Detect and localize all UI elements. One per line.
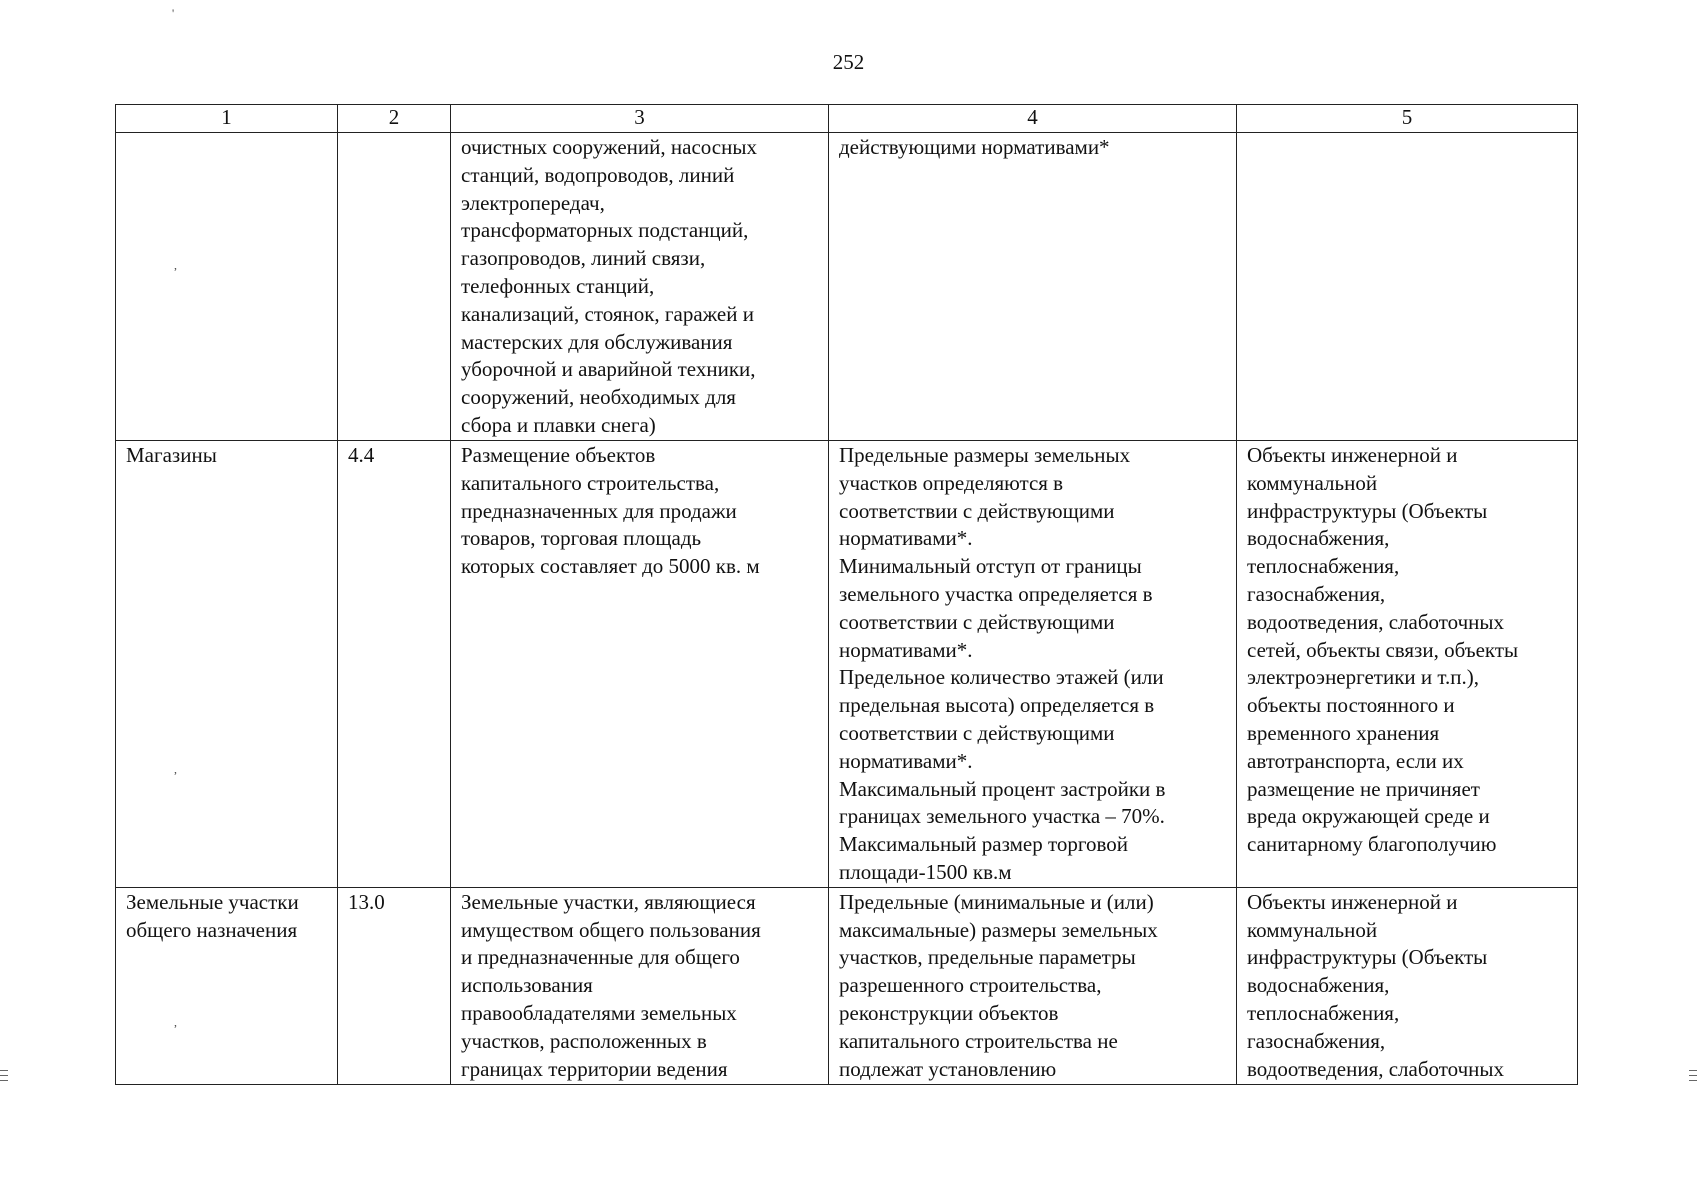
use-code-cell: 13.0 xyxy=(338,887,451,1084)
use-name-cell xyxy=(116,133,338,441)
scan-speck: , xyxy=(174,1015,177,1029)
auxiliary-uses-cell: Объекты инженерной и коммунальной инфраструктуры (Объекты водоснабжения, теплоснабжения, газоснабжения, водоотведения, слаботочных xyxy=(1237,887,1578,1084)
table-header-row xyxy=(116,105,1578,133)
use-name-cell: Земельные участки общего назначения xyxy=(116,887,338,1084)
edge-mark xyxy=(1689,1070,1697,1071)
column-header: 5 xyxy=(1237,105,1578,133)
parameters-cell: Предельные размеры земельных участков определяются в соответствии с действующими нормативами*. Минимальный отступ от границы земельного участка определяется в соответствии с действующими нормативами*. Предельное количество этажей (или предельная высота) определяется в соответствии с действующими нормативами*. Максимальный процент застройки в границах земельного участка – 70%. Максимальный размер торговой площади-1500 кв.м xyxy=(829,441,1237,888)
use-code-cell xyxy=(338,133,451,441)
column-header: 1 xyxy=(116,105,338,133)
use-name-cell: Магазины xyxy=(116,441,338,888)
scan-speck: , xyxy=(174,762,177,776)
auxiliary-uses-cell xyxy=(1237,133,1578,441)
parameters-cell: Предельные (минимальные и (или) максимальные) размеры земельных участков, предельные параметры разрешенного строительства, реконструкции объектов капитального строительства не подлежат установлению xyxy=(829,887,1237,1084)
edge-mark xyxy=(0,1070,8,1071)
scan-speck: , xyxy=(174,258,177,272)
use-description-cell: очистных сооружений, насосных станций, водопроводов, линий электропередач, трансформаторных подстанций, газопроводов, линий связи, телефонных станций, канализаций, стоянок, гаражей и мастерских для обслуживания уборочной и аварийной техники, сооружений, необходимых для сбора и плавки снега) xyxy=(451,133,829,441)
column-header: 2 xyxy=(338,105,451,133)
use-code-cell: 4.4 xyxy=(338,441,451,888)
edge-mark xyxy=(0,1075,8,1076)
scan-speck: ' xyxy=(172,6,175,20)
use-description-cell: Размещение объектов капитального строительства, предназначенных для продажи товаров, торговая площадь которых составляет до 5000 кв. м xyxy=(451,441,829,888)
edge-mark xyxy=(1689,1080,1697,1081)
column-header: 3 xyxy=(451,105,829,133)
page-number: 252 xyxy=(832,50,865,74)
zoning-table xyxy=(115,104,1578,1085)
table-row xyxy=(116,441,1578,888)
auxiliary-uses-cell: Объекты инженерной и коммунальной инфраструктуры (Объекты водоснабжения, теплоснабжения, газоснабжения, водоотведения, слаботочных сетей, объекты связи, объекты электроэнергетики и т.п.), объекты постоянного и временного хранения автотранспорта, если их размещение не причиняет вреда окружающей среде и санитарному благополучию xyxy=(1237,441,1578,888)
use-description-cell: Земельные участки, являющиеся имуществом общего пользования и предназначенные для общего использования правообладателями земельных участков, расположенных в границах территории ведения xyxy=(451,887,829,1084)
edge-mark xyxy=(1689,1075,1697,1076)
column-header: 4 xyxy=(829,105,1237,133)
table-row xyxy=(116,887,1578,1084)
parameters-cell: действующими нормативами* xyxy=(829,133,1237,441)
table-row xyxy=(116,133,1578,441)
edge-mark xyxy=(0,1080,8,1081)
